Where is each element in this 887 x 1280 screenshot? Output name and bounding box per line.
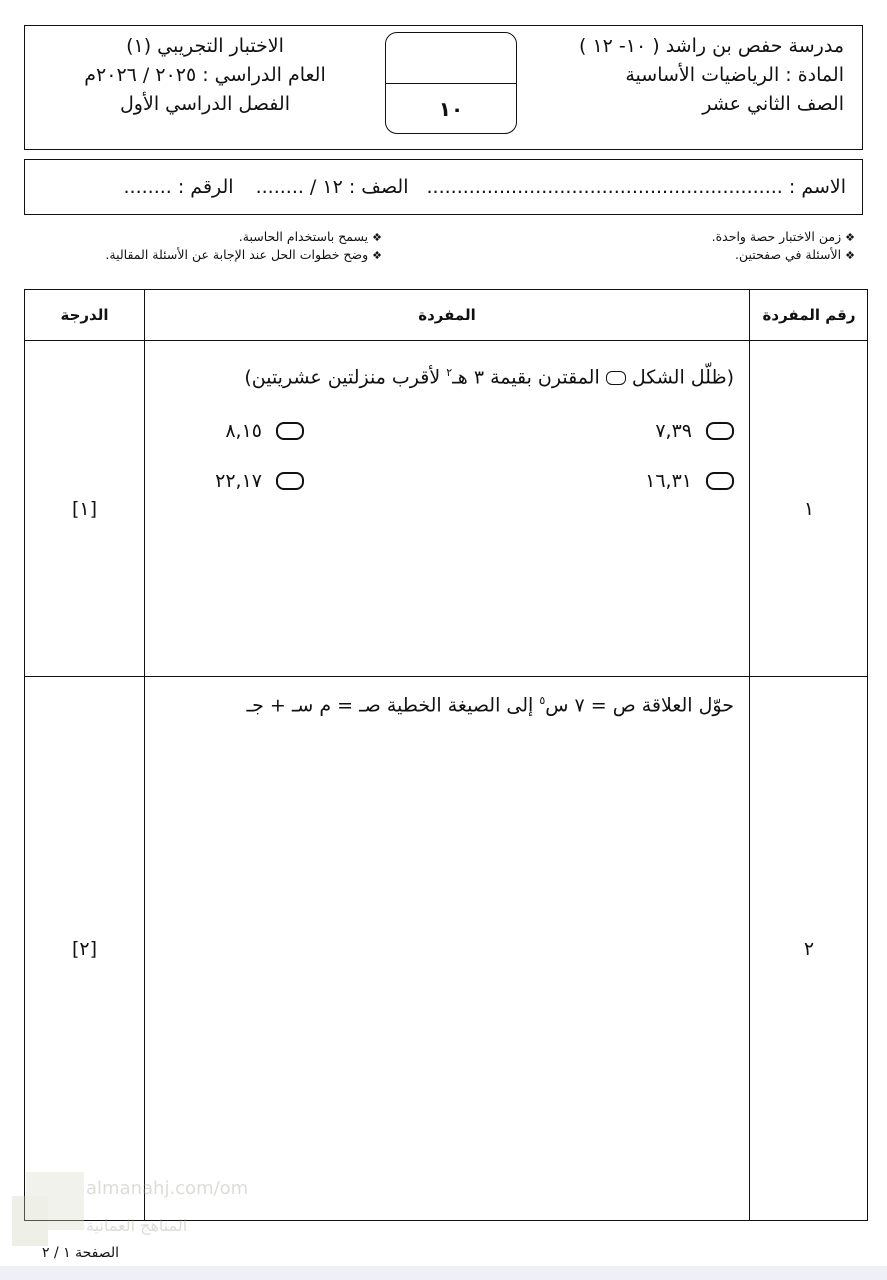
page-number: الصفحة ١ / ٢ xyxy=(42,1245,120,1261)
watermark xyxy=(12,1172,252,1252)
questions-table xyxy=(24,289,868,1221)
answer-bubble-icon[interactable] xyxy=(276,472,304,490)
watermark-url: almanahj.com/om xyxy=(86,1178,249,1199)
grade-level: الصف الثاني عشر xyxy=(702,93,844,115)
answer-bubble-icon[interactable] xyxy=(276,422,304,440)
row-divider xyxy=(25,340,867,341)
q2-stem: حوّل العلاقة ص = ٧ س$^٥$ إلى الصيغة الخطية صـ = م سـ + جـ xyxy=(246,694,734,717)
header-item-number: رقم المفردة xyxy=(762,306,856,324)
semester: الفصل الدراسي الأول xyxy=(120,93,290,115)
total-score-box xyxy=(385,32,517,134)
school-name: مدرسة حفص بن راشد ( ١٠- ١٢ ) xyxy=(579,35,844,57)
test-title: الاختبار التجريبي (١) xyxy=(126,35,284,57)
bottom-band xyxy=(0,1266,887,1280)
column-divider xyxy=(144,290,145,1220)
student-class-field[interactable]: الصف : ١٢ / ........ xyxy=(255,176,409,198)
q2-number: ٢ xyxy=(803,937,815,960)
school-info xyxy=(524,32,844,119)
score-entry-area xyxy=(386,33,516,84)
answer-bubble-icon[interactable] xyxy=(706,472,734,490)
note-marker-icon: ❖ xyxy=(372,249,382,262)
subject-name: المادة : الرياضيات الأساسية xyxy=(625,64,844,86)
note-marker-icon: ❖ xyxy=(845,231,855,244)
total-score: ١٠ xyxy=(438,97,464,121)
note-pages: ❖الأسئلة في صفحتين. xyxy=(735,247,855,262)
q2-answer-area[interactable] xyxy=(155,740,737,1200)
academic-year: العام الدراسي : ٢٠٢٥ / ٢٠٢٦م xyxy=(84,64,326,86)
q1-stem: (ظلّل الشكل المقترن بقيمة ٣ هـ$^٢$ لأقرب منزلتين عشريتين) xyxy=(244,366,734,389)
note-steps: ❖وضح خطوات الحل عند الإجابة عن الأسئلة المقالية. xyxy=(105,247,382,262)
exam-header xyxy=(24,25,863,150)
note-marker-icon: ❖ xyxy=(372,231,382,244)
student-number-field[interactable]: الرقم : ........ xyxy=(123,176,234,198)
test-info xyxy=(45,32,365,119)
q1-number: ١ xyxy=(803,497,815,520)
note-marker-icon: ❖ xyxy=(845,249,855,262)
q1-option-b[interactable]: ٨,١٥ xyxy=(225,420,304,442)
note-time: ❖زمن الاختبار حصة واحدة. xyxy=(711,229,855,244)
header-item: المفردة xyxy=(418,306,476,324)
note-calculator: ❖يسمح باستخدام الحاسبة. xyxy=(238,229,382,244)
q1-score: [١] xyxy=(71,497,98,520)
header-score: الدرجة xyxy=(60,306,109,324)
q1-option-d[interactable]: ٢٢,١٧ xyxy=(215,470,304,492)
student-name-field[interactable]: الاسم : ........................................................... xyxy=(426,176,846,198)
answer-bubble-icon[interactable] xyxy=(706,422,734,440)
student-info-box xyxy=(24,159,863,215)
row-divider xyxy=(25,676,867,677)
shade-bubble-icon xyxy=(606,371,626,385)
watermark-name: المناهج العمانية xyxy=(86,1216,188,1235)
q1-option-c[interactable]: ١٦,٣١ xyxy=(645,470,734,492)
watermark-logo xyxy=(12,1196,48,1246)
q2-score: [٢] xyxy=(71,937,98,960)
q1-option-a[interactable]: ٧,٣٩ xyxy=(655,420,734,442)
